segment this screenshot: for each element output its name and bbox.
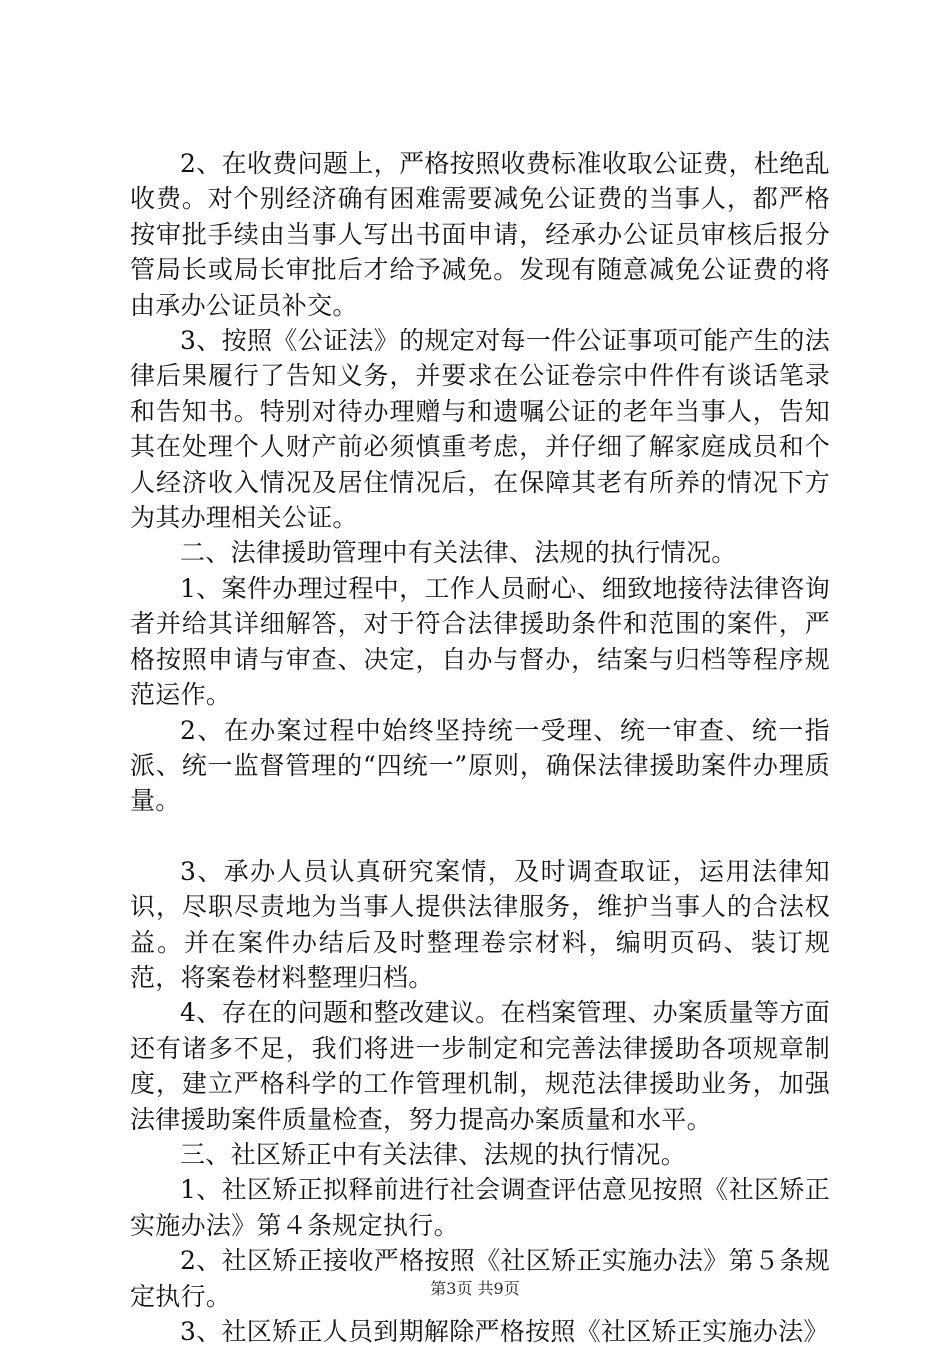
- paragraph-release-on-expiry: 3、社区矫正人员到期解除严格按照《社区矫正实施办法》: [180, 1317, 829, 1346]
- paragraph-notary-notification: 3、按照《公证法》的规定对每一件公证事项可能产生的法律后果履行了告知义务，并要求在公证卷宗中件件有谈话笔录和告知书。特别对待办理赠与和遗嘱公证的老年当事人，告知其在处理个人财产前必须慎重考虑，并仔细了解家庭成员和个人经济收入情况及居住情况后，在保障其老有所养的情况下方为其办理相关公证。: [130, 326, 830, 533]
- paragraph-fee-collection: 2、在收费问题上，严格按照收费标准收取公证费，杜绝乱收费。对个别经济确有困难需要减免公证费的当事人，都严格按审批手续由当事人写出书面申请，经承办公证员审核后报分管局长或局长审批后才给予减免。发现有随意减免公证费的将由承办公证员补交。: [130, 149, 830, 320]
- paragraph-case-handling: 1、案件办理过程中，工作人员耐心、细致地接待法律咨询者并给其详细解答，对于符合法律援助条件和范围的案件，严格按照申请与审查、决定，自办与督办，结案与归档等程序规范运作。: [130, 573, 830, 710]
- paragraph-reception: 2、社区矫正接收严格按照《社区矫正实施办法》第５条规定执行。: [130, 1246, 830, 1311]
- section-heading-community-correction: 三、社区矫正中有关法律、法规的执行情况。: [180, 1139, 687, 1169]
- paragraph-four-unified: 2、在办案过程中始终坚持统一受理、统一审查、统一指派、统一监督管理的“四统一”原则，确保法律援助案件办理质量。: [130, 715, 830, 816]
- paragraph-case-research: 3、承办人员认真研究案情，及时调查取证，运用法律知识，尽职尽责地为当事人提供法律服务，维护当事人的合法权益。并在案件办结后及时整理卷宗材料，编明页码、装订规范，将案卷材料整理归档。: [130, 856, 830, 992]
- page-number-footer: 第3页 共9页: [430, 1279, 520, 1298]
- paragraph-problems-suggestions: 4、存在的问题和整改建议。在档案管理、办案质量等方面还有诸多不足，我们将进一步制定和完善法律援助各项规章制度，建立严格科学的工作管理机制，规范法律援助业务，加强法律援助案件质量检查，努力提高办案质量和水平。: [130, 998, 830, 1134]
- section-heading-legal-aid: 二、法律援助管理中有关法律、法规的执行情况。: [180, 538, 737, 568]
- paragraph-spacer: [130, 819, 830, 854]
- document-body: [130, 146, 830, 1349]
- paragraph-pre-release-survey: 1、社区矫正拟释前进行社会调查评估意见按照《社区矫正实施办法》第４条规定执行。: [130, 1175, 830, 1240]
